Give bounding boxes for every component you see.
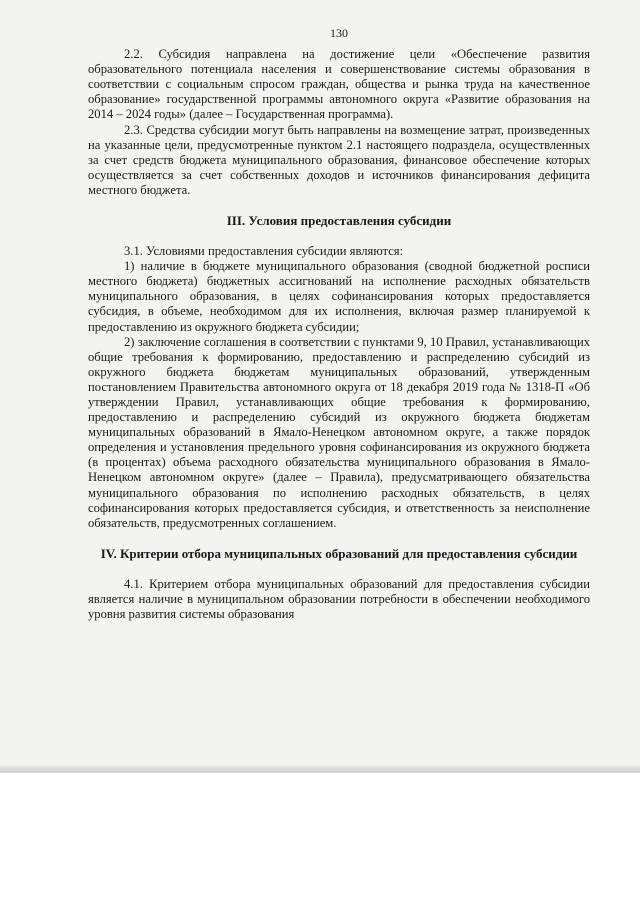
paragraph-2-3: 2.3. Средства субсидии могут быть направлены на возмещение затрат, произведенных на указанные цели, предусмотренные пунктом 2.1 настоящего подраздела, осуществленных за счет средств бюджета муниципального образования, финансовое обеспечение которых осуществляется за счет собственных доходов и источников финансирования дефицита местного бюджета. xyxy=(88,122,590,197)
page-content xyxy=(88,26,590,622)
paragraph-3-1-item-2: 2) заключение соглашения в соответствии с пунктами 9, 10 Правил, устанавливающих общие требования к формированию, предоставлению и распределению субсидий из окружного бюджета бюджетам муниципальных образований, утвержденным постановлением Правительства автономного округа от 18 декабря 2019 года № 1318-П «Об утверждении Правил, устанавливающих общие требования к формированию, предоставлению и распределению субсидий из окружного бюджета бюджетам муниципальных образований в Ямало-Ненецком автономном округе, а также порядок определения и установления предельного уровня софинансирования из окружного бюджета (в процентах) объема расходного обязательства муниципального образования в Ямало-Ненецком автономном округе» (далее – Правила), предусматривающего обязательства муниципального образования по исполнению расходных обязательств, в целях софинансирования которых предоставляется субсидия, и ответственность за неисполнение обязательств, предусмотренных соглашением. xyxy=(88,334,590,530)
paragraph-3-1-item-1: 1) наличие в бюджете муниципального образования (сводной бюджетной росписи местного бюджета) бюджетных ассигнований на исполнение расходных обязательств муниципального образования, в целях софинансирования которых предоставляется субсидия, в объеме, необходимом для их исполнения, включая размер планируемой к предоставлению из окружного бюджета субсидии; xyxy=(88,259,590,334)
paragraph-2-2: 2.2. Субсидия направлена на достижение цели «Обеспечение развития образовательного потенциала населения и совершенствование системы образования в соответствии с социальным спросом граждан, общества и рынка труда на качественное образование» государственной программы автономного округа «Развитие образования на 2014 – 2024 годы» (далее – Государственная программа). xyxy=(88,47,590,122)
section-4-heading: IV. Критерии отбора муниципальных образований для предоставления субсидии xyxy=(100,545,578,561)
page-number: 130 xyxy=(330,26,348,40)
paragraph-3-1: 3.1. Условиями предоставления субсидии являются: xyxy=(124,244,404,259)
section-3-heading: III. Условия предоставления субсидии xyxy=(226,213,452,229)
paragraph-4-1: 4.1. Критерием отбора муниципальных образований для предоставления субсидии является наличие в муниципальном образовании потребности в обеспечении необходимого уровня развития системы образования xyxy=(88,576,590,621)
